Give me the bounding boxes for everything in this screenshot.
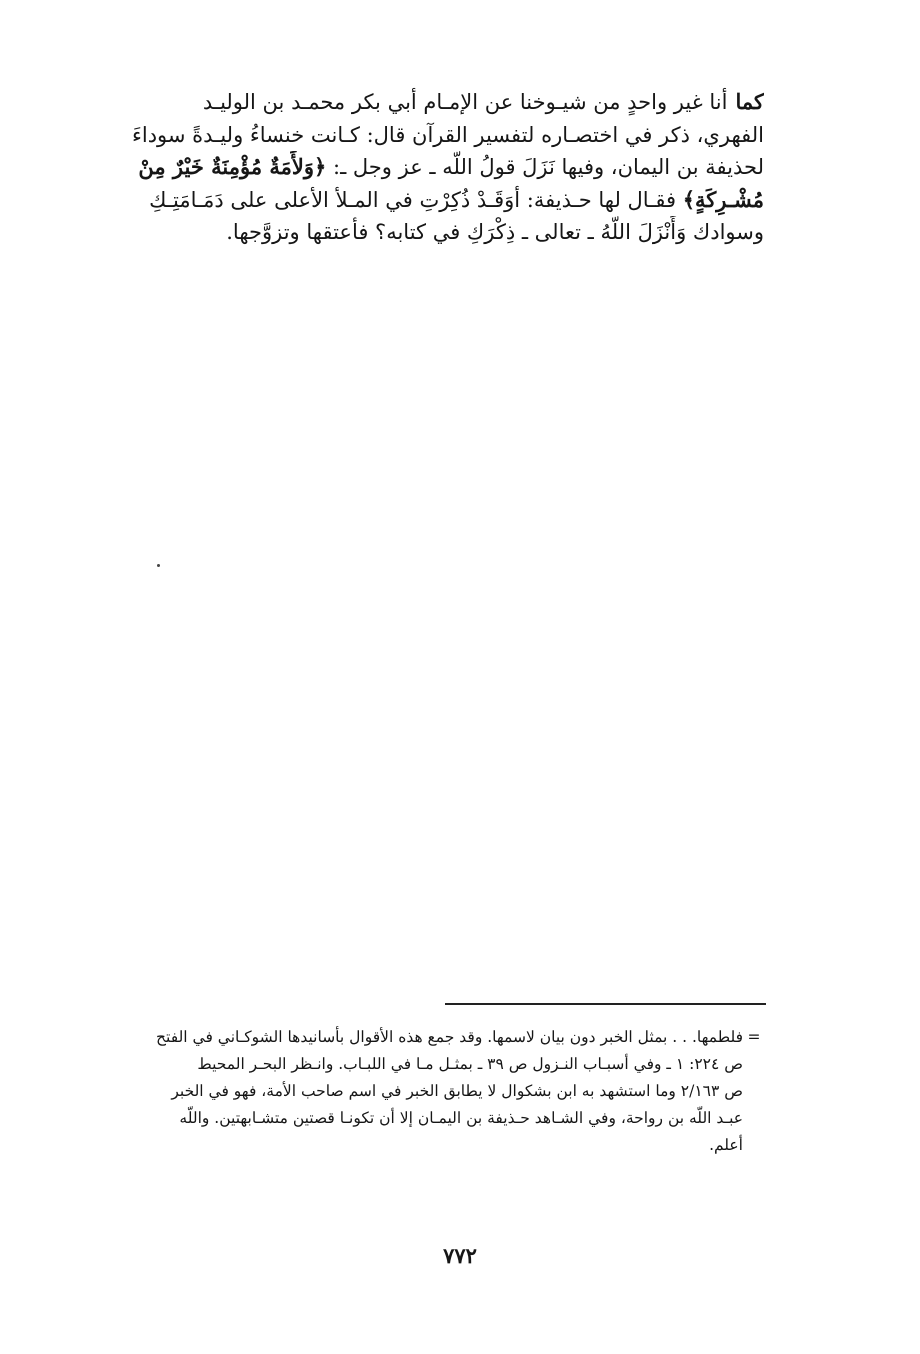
- main-text-line-3: [92, 151, 764, 184]
- footnote-separator: [445, 1003, 766, 1005]
- main-text-line-1: [92, 86, 764, 119]
- quran-verse-part-1: ﴿وَلأَمَةٌ مُؤْمِنَةٌ خَيْرٌ مِنْ: [138, 154, 327, 180]
- footnote-line-1-text: فلطمها. . . بمثل الخبر دون بيان لاسمها. وقد جمع هذه الأقوال بأسانيدها الشوكـاني في الفتح: [156, 1028, 743, 1046]
- footnote-block: [92, 1024, 765, 1159]
- main-text-line-2: الفهري، ذكر في اختصـاره لتفسير القرآن قال: كـانت خنساءُ وليـدةً سوداءَ: [131, 122, 764, 147]
- page-number: ٧٧٢: [443, 1243, 477, 1268]
- quran-verse-part-2: مُشْـرِكَةٍ﴾: [682, 186, 764, 212]
- stray-ink-dot: [157, 564, 160, 567]
- footnote-line-4: عبـد اللّه بن رواحة، وفي الشـاهد حـذيفة بن اليمـان إلا أن تكونـا قصتين متشـابهتين. واللّه: [179, 1109, 743, 1127]
- footnote-continuation-marker: =: [747, 1028, 761, 1046]
- footnote-line-1: [92, 1024, 765, 1051]
- main-text-line-5: وسوادك وَأَنْزَلَ اللّهُ ـ تعالى ـ ذِكْرَكِ في كتابه؟ فأعتقها وتزوَّجها.: [226, 220, 764, 245]
- main-text-block: [92, 86, 764, 249]
- main-text-line-4: [92, 184, 764, 217]
- main-text-line-1-body: أنا غير واحدٍ من شيـوخنا عن الإمـام أبي بكر محمـد بن الوليـد: [202, 90, 728, 114]
- footnote-line-5: أعلم.: [709, 1136, 743, 1154]
- main-text-line-3-body: لحذيفة بن اليمان، وفيها نَزَلَ قولُ اللّه ـ عز وجل ـ:: [326, 155, 764, 180]
- footnote-line-2: ص ٢٢٤: ١ ـ وفي أسبـاب النـزول ص ٣٩ ـ بمثـل مـا في اللبـاب. وانـظر البحـر المحيط: [197, 1055, 743, 1073]
- footnote-line-3: ص ٢/١٦٣ وما استشهد به ابن بشكوال لا يطابق الخبر في اسم صاحب الأمة، فهو في الخبر: [171, 1082, 743, 1100]
- main-text-line-4-body: فقـال لها حـذيفة: أوَقَـدْ ذُكِرْتِ في المـلأ الأعلى على دَمَـامَتِـكِ: [149, 187, 683, 212]
- lead-word: كما: [735, 89, 764, 114]
